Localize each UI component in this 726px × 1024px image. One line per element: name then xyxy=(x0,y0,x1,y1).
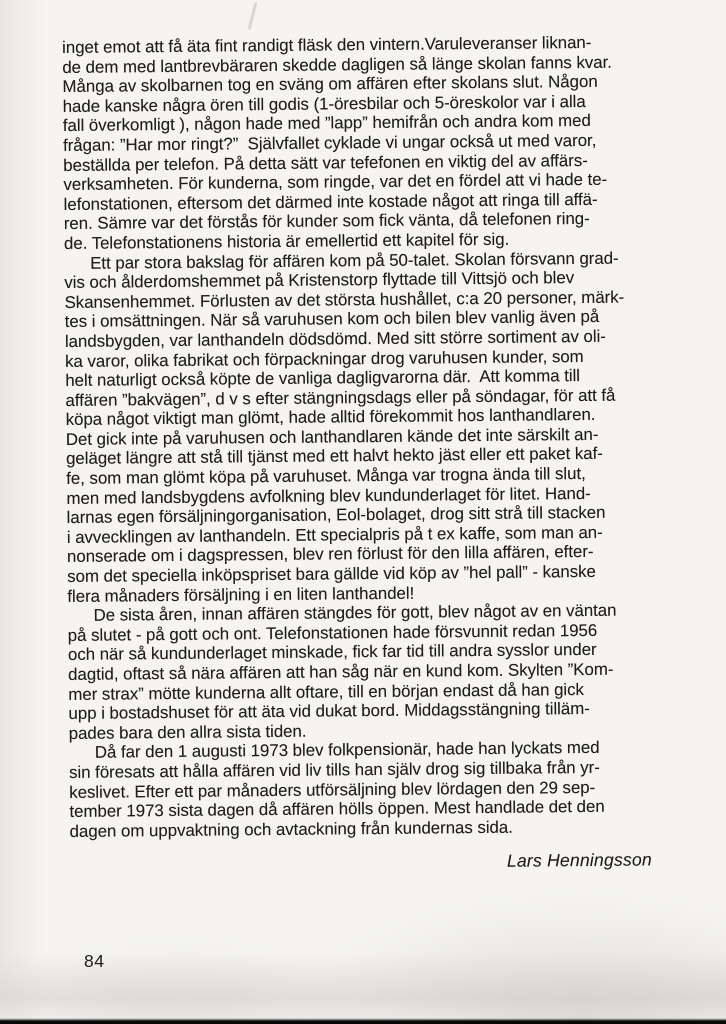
paragraph: Då far den 1 augusti 1973 blev folkpensionär, hade han lyckats med sin föresats att hålla affären vid liv tills han själv drog sig tillbaka från yr- keslivet. Efter ett par månaders utförsäljning blev lördagen den 29 sep- tember 1973 sista dagen då affären hölls öppen. Mest handlade det den dagen om uppvaktning och avtackning från kundernas sida. xyxy=(68,738,605,841)
author-signature: Lars Henningsson xyxy=(506,849,653,872)
page-bottom-edge xyxy=(0,1018,726,1024)
book-binding-edge xyxy=(0,0,16,1024)
page-number: 84 xyxy=(84,951,105,971)
paragraph: De sista åren, innan affären stängdes för gott, blev något av en väntan på slutet - på gott och ont. Telefonstationen hade försvunnit redan 1956 och när så kundunderlaget minskade, fick far tid till andra sysslor under dagtid, oftast så nära affären att han såg när en kund kom. Skylten ”Kom- mer strax” mötte kunderna allt oftare, till en början endast då han gick upp i bostadshuset för att äta vid dukat bord. Middagsstängning tilläm- pades bara den allra sista tiden. xyxy=(67,600,617,743)
paragraph-continuation: inget emot att få äta fint randigt fläsk den vintern.Varuleveranser liknan- de dem med lantbrevbäraren skedde dagligen så länge skolan fanns kvar. Många av skolbarnen tog en sväng om affären efter skolans slut. Någon hade kanske några ören till godis (1-öresbilar och 5-öreskolor var i alla fall överkomligt ), någon hade med ”lapp” hemifrån och andra kom med frågan: ”Har mor ringt?” Självfallet cyklade vi ungar också ut med varor, beställda per telefon. På detta sätt var tefefonen en viktig del av affärs- verksamheten. För kunderna, som ringde, var det en fördel att vi hade te- lefonstationen, eftersom det därmed inte kostade något att ringa till affä- ren. Sämre var det förstås för kunder som fick vänta, då telefonen ring- de. Telefonstationens historia är emellertid ett kapitel för sig. xyxy=(62,32,612,253)
scan-smudge xyxy=(248,2,258,30)
paragraph: Ett par stora bakslag för affären kom på 50-talet. Skolan försvann grad- vis och ålderdomshemmet på Kristenstorp flyttade till Vittsjö och blev Skansenhemmet. Förlusten av det största hushållet, c:a 20 personer, märk- tes i omsättningen. När så varuhusen kom och bilen blev vanlig även på landsbygden, var lanthandeln dödsdömd. Med sitt större sortiment av oli- ka varor, olika fabrikat och förpackningar drog varuhusen kunder, som helt naturligt också köpte de vanliga dagligvarorna där. Att komma till affären ”bakvägen”, d v s efter stängningsdags eller på söndagar, för att få köpa något viktigt man glömt, hade alltid förekommit hos lanthandlaren. Det gick inte på varuhusen och lanthandlaren kände det inte särskilt an- geläget längre att stå till tjänst med ett halvt hekto jäst eller ett paket kaf- fe, som man glömt köpa på varuhuset. Många var trogna ända till slut, men med landsbygdens avfolkning blev kundunderlaget för litet. Hand- larnas egen försäljningorganisation, Eol-bolaget, drog sitt strå till stacken i avvecklingen av lanthandeln. Ett specialpris på t ex kaffe, som man an- nonserade om i dagspressen, blev ren förlust för den lilla affären, efter- som det speciella inköpspriset bara gällde vid köp av ”hel pall” - kanske flera månaders försäljning i en liten lanthandel! xyxy=(64,248,625,606)
page-text xyxy=(62,32,702,876)
